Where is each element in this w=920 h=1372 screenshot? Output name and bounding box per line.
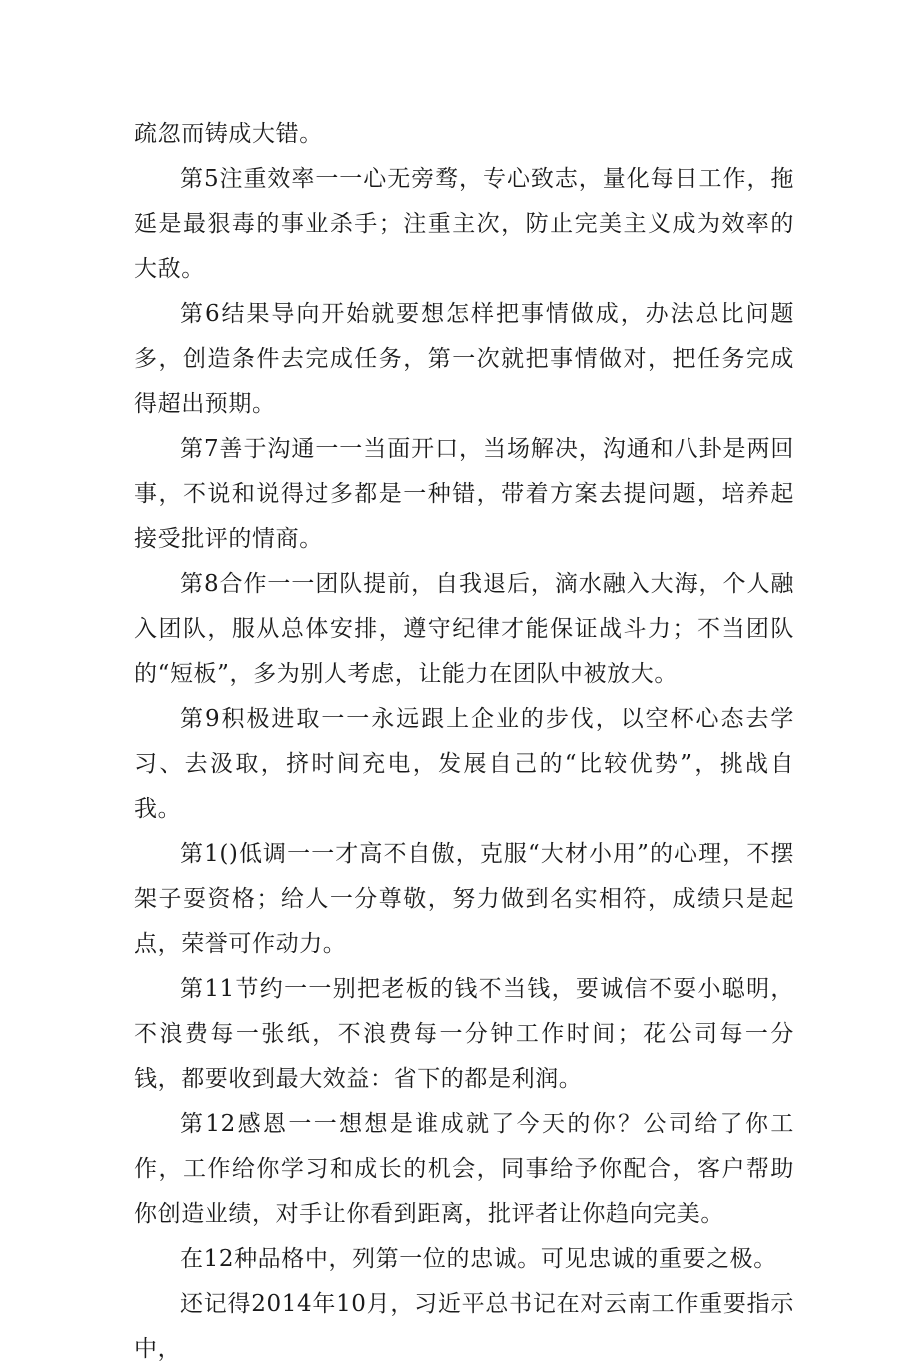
paragraph-10: 在12种品格中，列第一位的忠诚。可见忠诚的重要之极。 xyxy=(180,1246,777,1272)
paragraph-6: 第9积极进取一一永远跟上企业的步伐，以空杯心态去学习、去汲取，挤时间充电，发展自己的“比较优势”，挑战自我。 xyxy=(134,706,794,822)
body-text xyxy=(134,112,794,1372)
paragraph-11: 还记得2014年10月，习近平总书记在对云南工作重要指示中， xyxy=(134,1291,794,1362)
paragraph-4: 第7善于沟通一一当面开口，当场解决，沟通和八卦是两回事，不说和说得过多都是一种错，带着方案去提问题，培养起接受批评的情商。 xyxy=(134,436,794,552)
paragraph-5: 第8合作一一团队提前，自我退后，滴水融入大海，个人融入团队，服从总体安排，遵守纪律才能保证战斗力；不当团队的“短板”，多为别人考虑，让能力在团队中被放大。 xyxy=(134,571,794,687)
paragraph-1: 疏忽而铸成大错。 xyxy=(134,121,323,147)
paragraph-2: 第5注重效率一一心无旁骛，专心致志，量化每日工作，拖延是最狠毒的事业杀手；注重主次，防止完美主义成为效率的大敌。 xyxy=(134,166,794,282)
paragraph-8: 第11节约一一别把老板的钱不当钱，要诚信不耍小聪明，不浪费每一张纸，不浪费每一分钟工作时间；花公司每一分钱，都要收到最大效益：省下的都是利润。 xyxy=(134,976,794,1092)
paragraph-7: 第1()低调一一才高不自傲，克服“大材小用”的心理，不摆架子耍资格；给人一分尊敬，努力做到名实相符，成绩只是起点，荣誉可作动力。 xyxy=(134,841,794,957)
paragraph-9: 第12感恩一一想想是谁成就了今天的你？公司给了你工作，工作给你学习和成长的机会，同事给予你配合，客户帮助你创造业绩，对手让你看到距离，批评者让你趋向完美。 xyxy=(134,1111,794,1227)
paragraph-3: 第6结果导向开始就要想怎样把事情做成，办法总比问题多，创造条件去完成任务，第一次就把事情做对，把任务完成得超出预期。 xyxy=(134,301,794,417)
